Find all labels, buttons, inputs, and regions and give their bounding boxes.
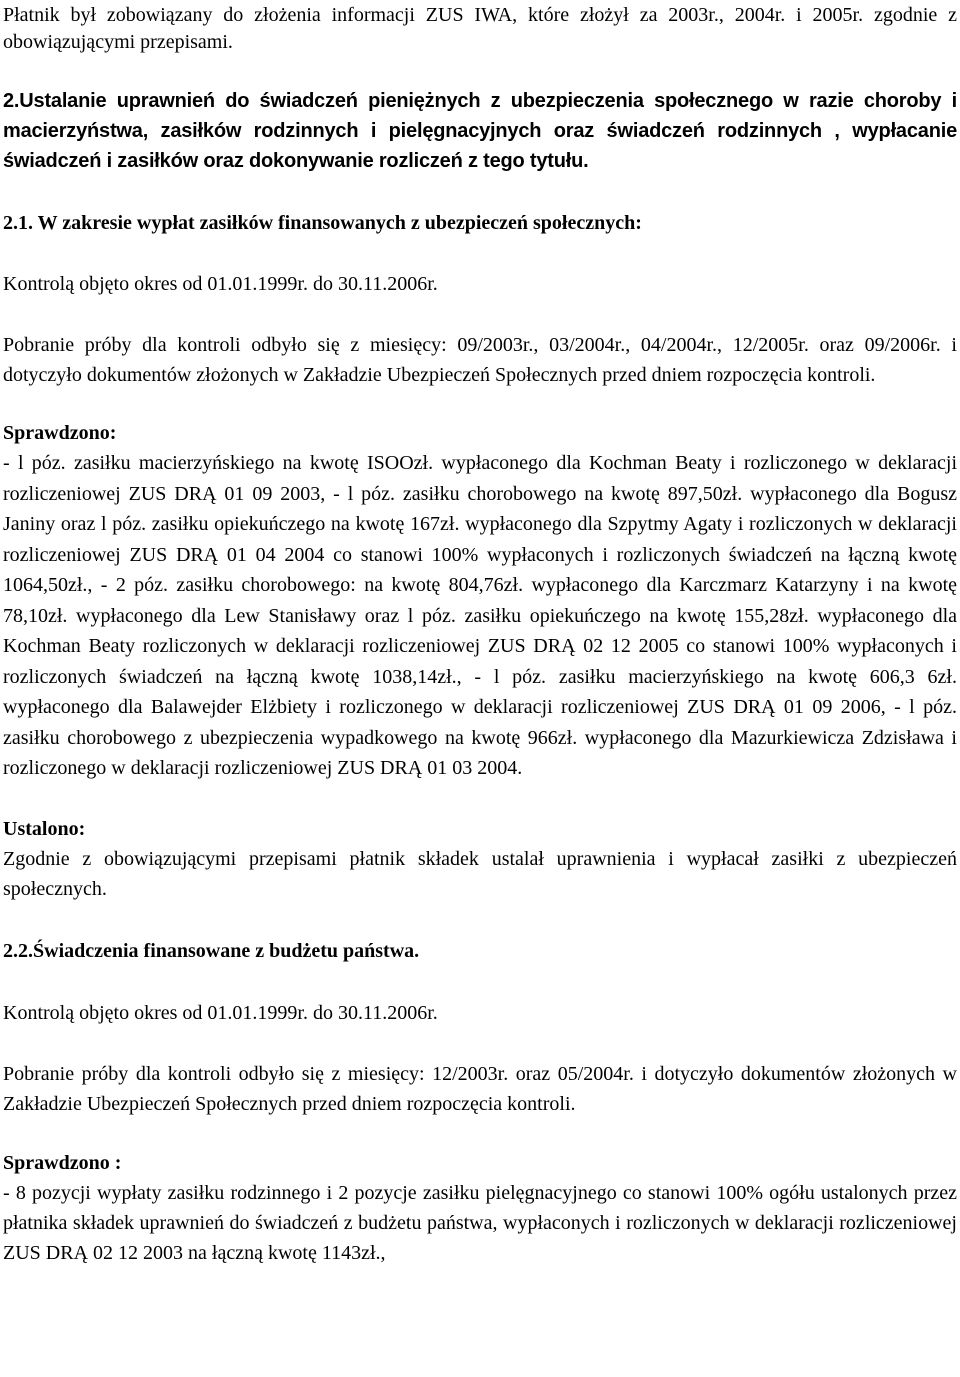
s21-checked-paragraph: - l póz. zasiłku macierzyńskiego na kwotę ISOOzł. wypłaconego dla Kochman Beaty i rozliczonego w deklaracji rozliczeniowej ZUS DRĄ 01 09 2003, - l póz. zasiłku chorobowego na kwotę 897,50zł. wypłaconego dla Bogusz Janiny oraz l póz. zasiłku opiekuńczego na kwotę 167zł. wypłaconego dla Szpytmy Agaty i rozliczonych w deklaracji rozliczeniowej ZUS DRĄ 01 04 2004 co stanowi 100% wypłaconych i rozliczonych świadczeń na łączną kwotę 1064,50zł., - 2 póz. zasiłku chorobowego: na kwotę 804,76zł. wypłaconego dla Karczmarz Katarzyny i na kwotę 78,10zł. wypłaconego dla Lew Stanisławy oraz l póz. zasiłku opiekuńczego na kwotę 155,28zł. wypłaconego dla Kochman Beaty rozliczonych w deklaracji rozliczeniowej ZUS DRĄ 02 12 2005 co stanowi 100% wypłaconych i rozliczonych świadczeń na łączną kwotę 1038,14zł., - l póz. zasiłku macierzyńskiego na kwotę 606,3 6zł. wypłaconego dla Balawejder Elżbiety i rozliczonego w deklaracji rozliczeniowej ZUS DRĄ 01 09 2006, - l póz. zasiłku chorobowego z ubezpieczenia wypadkowego na kwotę 966zł. wypłaconego dla Mazurkiewicza Zdzisława i rozliczonego w deklaracji rozliczeniowej ZUS DRĄ 01 03 2004.: [3, 452, 957, 779]
s22-checked-paragraph: - 8 pozycji wypłaty zasiłku rodzinnego i 2 pozycje zasiłku pielęgnacyjnego co stanowi 100% ogółu ustalonych przez płatnika składek uprawnień do świadczeń z budżetu państwa, wypłaconych i rozliczonych w deklaracji rozliczeniowej ZUS DRĄ 02 12 2003 na łączną kwotę 1143zł.,: [3, 1181, 957, 1264]
s22-sample-paragraph: Pobranie próby dla kontroli odbyło się z miesięcy: 12/2003r. oraz 05/2004r. i dotyczyło dokumentów złożonych w Zakładzie Ubezpieczeń Społecznych przed dniem rozpoczęcia kontroli.: [3, 1062, 957, 1115]
s22-checked-heading: Sprawdzono :: [3, 1151, 122, 1174]
s21-sample-paragraph: Pobranie próby dla kontroli odbyło się z miesięcy: 09/2003r., 03/2004r., 04/2004r., 12/2005r. oraz 09/2006r. i dotyczyło dokumentów złożonych w Zakładzie Ubezpieczeń Społecznych przed dniem rozpoczęcia kontroli.: [3, 334, 957, 386]
section-2-heading: 2.Ustalanie uprawnień do świadczeń pieniężnych z ubezpieczenia społecznego w razie choroby i macierzyństwa, zasiłków rodzinnych i pielęgnacyjnych oraz świadczeń rodzinnych , wypłacanie świadczeń i zasiłków oraz dokonywanie rozliczeń z tego tytułu.: [3, 90, 957, 172]
section-2-1-heading: 2.1. W zakresie wypłat zasiłków finansowanych z ubezpieczeń społecznych:: [3, 212, 642, 234]
intro-text-2: 2005r. zgodnie z obowiązującymi przepisami.: [3, 4, 957, 53]
s21-control-period: Kontrolą objęto okres od 01.01.1999r. do 30.11.2006r.: [3, 273, 438, 295]
s22-control-period: Kontrolą objęto okres od 01.01.1999r. do 30.11.2006r.: [3, 1001, 438, 1024]
s21-established-paragraph: Zgodnie z obowiązującymi przepisami płatnik składek ustalał uprawnienia i wypłacał zasiłki z ubezpieczeń społecznych.: [3, 847, 957, 900]
s21-checked-heading: Sprawdzono:: [3, 422, 117, 444]
s21-established-heading: Ustalono:: [3, 817, 86, 840]
section-2-2-heading: 2.2.Świadczenia finansowane z budżetu państwa.: [3, 939, 420, 962]
intro-text-1: Płatnik był zobowiązany do złożenia informacji ZUS IWA, które złożył za 2003r., 2004r. i: [3, 4, 813, 26]
intro-paragraph: [3, 2, 957, 56]
